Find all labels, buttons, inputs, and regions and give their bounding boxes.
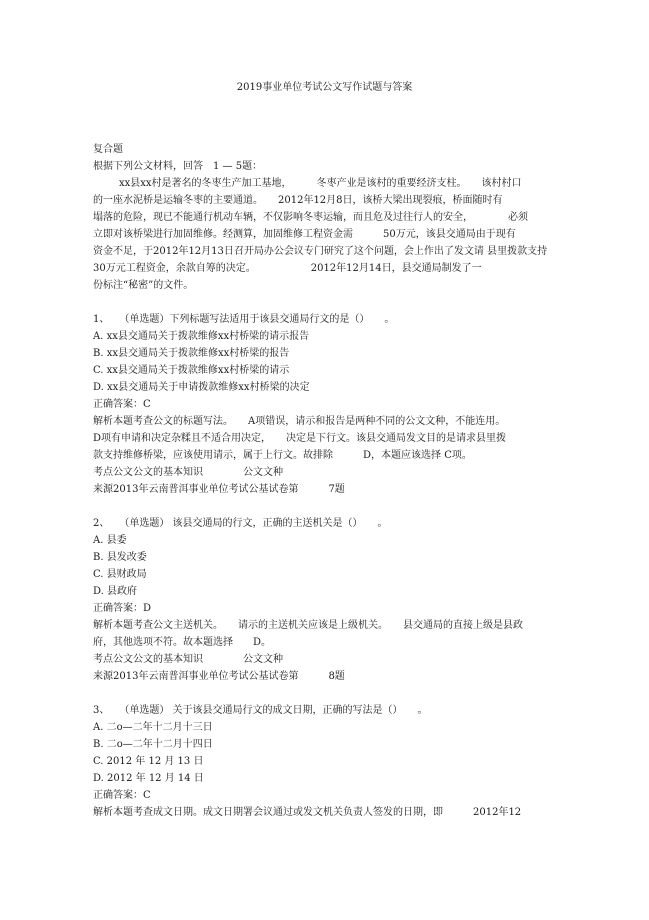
- material-line: xx县xx村是著名的冬枣生产加工基地， 冬枣产业是该村的重要经济支柱。 该村村口: [119, 178, 522, 189]
- option-c: C. 2012 年 12 月 13 日: [93, 756, 204, 767]
- source-line: 来源2013年云南普洱事业单位考试公基试卷第 7题: [93, 484, 345, 495]
- option-c: C. 县财政局: [93, 569, 147, 580]
- material-line: 资金不足，于2012年12月13日召开局办公会议专门研究了这个问题，会上作出了发文请 县里拨款支持: [93, 246, 548, 257]
- source-line: 来源2013年云南普洱事业单位考试公基试卷第 8题: [93, 671, 345, 682]
- analysis-line: D项有申请和决定杂糅且不适合用决定， 决定是下行文。该县交通局发文目的是请求县里拨: [93, 433, 507, 444]
- question-1: [93, 311, 563, 498]
- answer-line: 正确答案：C: [93, 399, 151, 410]
- material-paragraph: [93, 175, 563, 294]
- analysis-line: 解析本题考查成文日期。成文日期署会议通过或发文机关负责人签发的日期，即 2012年12: [93, 807, 522, 818]
- intro-line: 根据下列公文材料，回答 1 — 5题：: [93, 161, 263, 172]
- material-line: 份标注“秘密”的文件。: [93, 280, 194, 291]
- analysis-line: 府，其他选项不符。故本题选择 D。: [93, 637, 272, 648]
- answer-line: 正确答案：C: [93, 790, 151, 801]
- option-c: C. xx县交通局关于拨款维修xx村桥梁的请示: [93, 365, 290, 376]
- option-b: B. 县发改委: [93, 552, 147, 563]
- question-header: 3、 （单选题） 关于该县交通局行文的成文日期，正确的写法是（） 。: [93, 705, 428, 716]
- analysis-line: 款支持维修桥梁，应该使用请示，属于上行文。故排除 D，本题应该选择 C项。: [93, 450, 472, 461]
- option-d: D. 县政府: [93, 586, 138, 597]
- section-label: 复合题: [93, 144, 123, 155]
- option-d: D. 2012 年 12 月 14 日: [93, 773, 204, 784]
- material-line: 立即对该桥梁进行加固维修。经测算，加固维修工程资金需 50万元，该县交通局由于现有: [93, 229, 516, 240]
- document-title: 2019事业单位考试公文写作试题与答案: [236, 82, 413, 93]
- option-a: A. 二o—二年十二月十三日: [93, 722, 213, 733]
- material-line: 塌落的危险，现已不能通行机动车辆，不仅影响冬枣运输，而且危及过往行人的安全， 必须: [93, 212, 528, 223]
- analysis-line: 解析本题考查公文主送机关。 请示的主送机关应该是上级机关。 县交通局的直接上级是县政: [93, 620, 523, 631]
- option-b: B. xx县交通局关于拨款维修xx村桥梁的报告: [93, 348, 290, 359]
- topic-line: 考点公文公文的基本知识 公文文种: [93, 654, 283, 665]
- document-body: [93, 141, 563, 821]
- question-header: 2、 （单选题） 该县交通局的行文，正确的主送机关是（） 。: [93, 518, 388, 529]
- analysis-line: 解析本题考查公文的标题写法。 A项错误，请示和报告是两种不同的公文文种，不能连用。: [93, 416, 506, 427]
- option-a: A. xx县交通局关于拨款维修xx村桥梁的请示报告: [93, 331, 310, 342]
- material-line: 30万元工程资金，余款自筹的决定。 2012年12月14日，县交通局制发了一: [93, 263, 482, 274]
- answer-line: 正确答案：D: [93, 603, 152, 614]
- option-b: B. 二o—二年十二月十四日: [93, 739, 213, 750]
- option-a: A. 县委: [93, 535, 127, 546]
- option-d: D. xx县交通局关于申请拨款维修xx村桥梁的决定: [93, 382, 310, 393]
- question-header: 1、 （单选题）下列标题写法适用于该县交通局行文的是（） 。: [93, 314, 395, 325]
- question-3: [93, 702, 563, 821]
- question-2: [93, 515, 563, 685]
- topic-line: 考点公文公文的基本知识 公文文种: [93, 467, 283, 478]
- material-line: 的一座水泥桥是运输冬枣的主要通道。 2012年12月8日，该桥大梁出现裂痕，桥面随时有: [93, 195, 503, 206]
